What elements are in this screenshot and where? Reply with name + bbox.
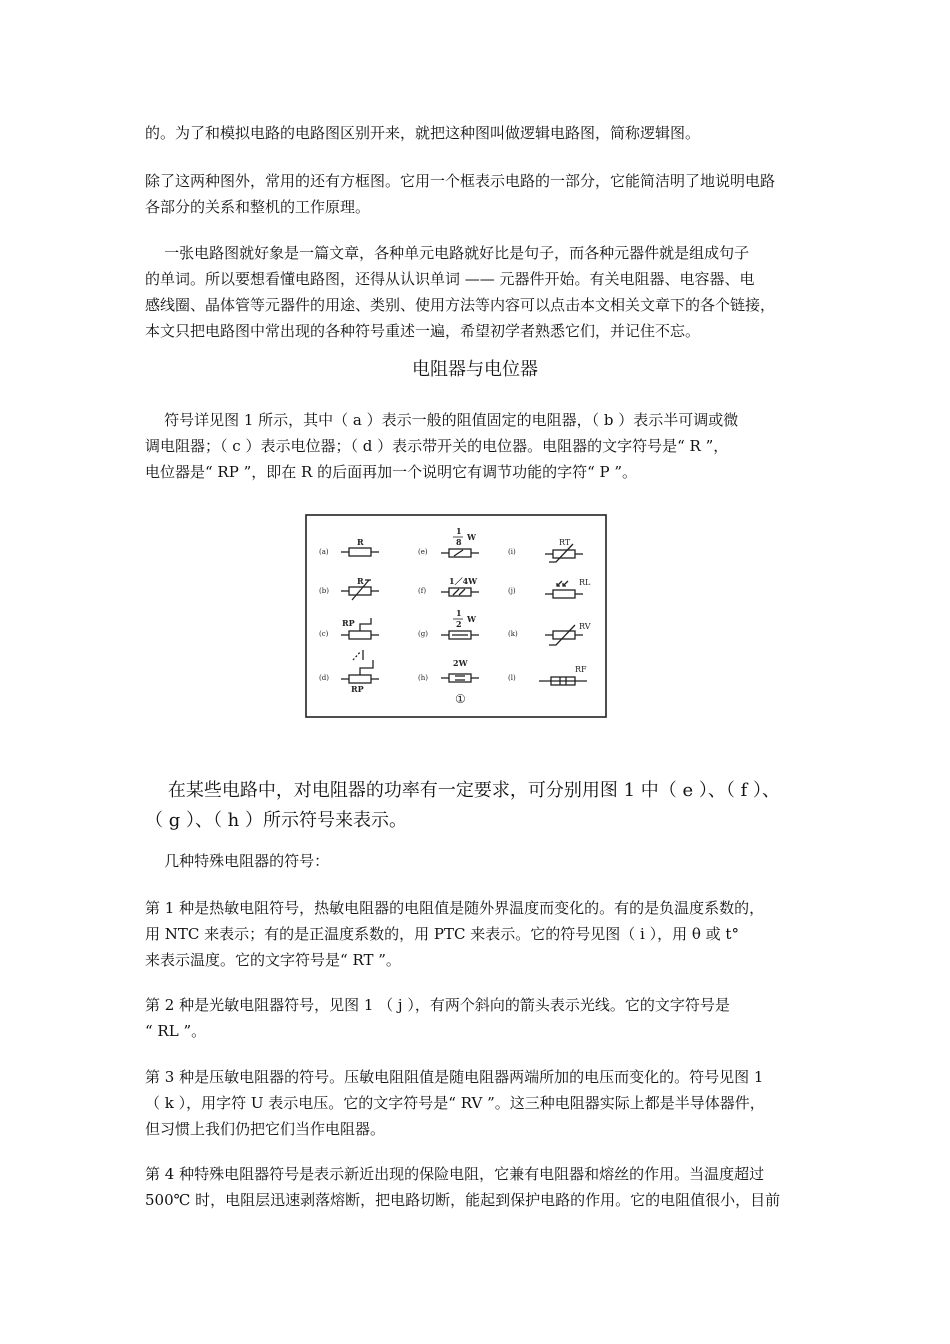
text-line: “ RL ”。: [145, 1022, 207, 1040]
label-i: RT: [559, 538, 571, 547]
text-line: 电位器是“ RP ”，即在 R 的后面再加一个说明它有调节功能的字符“ P ”。: [145, 463, 638, 481]
label-l: RF: [575, 665, 587, 674]
text-line: 500℃ 时，电阻层迅速剥落熔断，把电路切断，能起到保护电路的作用。它的电阻值很小，目前: [145, 1191, 781, 1209]
text-line: （ g ）、（ h ）所示符号来表示。: [145, 810, 408, 831]
section-heading: 电阻器与电位器: [412, 359, 538, 380]
text-line: 来表示温度。它的文字符号是“ RT ”。: [145, 951, 401, 969]
text-line: 的单词。所以要想看懂电路图，还得从认识单词 —— 元器件开始。有关电阻器、电容器、电: [145, 270, 755, 288]
tag-g: (g): [418, 630, 428, 638]
text-line: 第 1 种是热敏电阻符号，热敏电阻器的电阻值是随外界温度而变化的。有的是负温度系数的，: [145, 899, 765, 917]
figure-caption: ①: [455, 692, 466, 706]
text-line: （ k ），用字符 U 表示电压。它的文字符号是“ RV ”。这三种电阻器实际上都是半导体器件，: [145, 1094, 765, 1112]
paragraph-4: [145, 407, 810, 485]
text-line: 本文只把电路图中常出现的各种符号重述一遍，希望初学者熟悉它们，并记住不忘。: [145, 322, 701, 340]
label-j: RL: [579, 578, 591, 587]
text-line: 但习惯上我们仍把它们当作电阻器。: [145, 1120, 386, 1138]
text-line: 几种特殊电阻器的符号：: [145, 852, 330, 870]
paragraph-7: [145, 895, 810, 973]
label-a: R: [357, 537, 364, 547]
label-k: RV: [579, 622, 591, 631]
text-line: 第 2 种是光敏电阻器符号，见图 1 （ j ），有两个斜向的箭头表示光线。它的文字符号是: [145, 996, 730, 1014]
label-f: 1／4W: [449, 576, 478, 586]
tag-d: (d): [319, 674, 329, 682]
text-line: 的。为了和模拟电路的电路图区别开来，就把这种图叫做逻辑电路图，简称逻辑图。: [145, 124, 701, 142]
label-h: 2W: [453, 658, 468, 668]
label-e-den: 8: [456, 537, 462, 547]
label-g-den: 2: [456, 619, 462, 629]
text-line: 用 NTC 来表示；有的是正温度系数的，用 PTC 来表示。它的符号见图（ i ），用 θ 或 t°: [145, 925, 739, 943]
paragraph-2: [145, 168, 810, 220]
text-line: 第 3 种是压敏电阻器的符号。压敏电阻阻值是随电阻器两端所加的电压而变化的。符号见图 1: [145, 1068, 764, 1086]
label-g-num: 1: [456, 608, 462, 618]
text-line: 调电阻器；（ c ）表示电位器；（ d ）表示带开关的电位器。电阻器的文字符号是“ R ”，: [145, 437, 729, 455]
paragraph-8: [145, 992, 810, 1044]
text-line: 一张电路图就好象是一篇文章，各种单元电路就好比是句子，而各种元器件就是组成句子: [145, 244, 750, 262]
tag-f: (f): [418, 587, 427, 595]
tag-l: (l): [508, 674, 516, 682]
tag-i: (i): [508, 548, 516, 556]
paragraph-10: [145, 1161, 810, 1213]
tag-e: (e): [418, 548, 428, 556]
text-line: 在某些电路中，对电阻器的功率有一定要求，可分别用图 1 中（ e ）、（ f ）、: [145, 780, 780, 801]
tag-j: (j): [508, 587, 516, 595]
tag-a: (a): [319, 548, 329, 556]
text-line: 各部分的关系和整机的工作原理。: [145, 198, 371, 216]
text-line: 符号详见图 1 所示，其中（ a ）表示一般的阻值固定的电阻器，（ b ）表示半可调或微: [145, 411, 739, 429]
tag-c: (c): [319, 630, 329, 638]
paragraph-3: [145, 240, 810, 344]
label-g-unit: W: [467, 614, 476, 624]
paragraph-6: [145, 848, 810, 874]
text-line: 第 4 种特殊电阻器符号是表示新近出现的保险电阻，它兼有电阻器和熔丝的作用。当温度超过: [145, 1165, 765, 1183]
label-e-num: 1: [456, 526, 462, 536]
paragraph-1: [145, 120, 810, 146]
tag-k: (k): [508, 630, 518, 638]
tag-h: (h): [418, 674, 428, 682]
label-c: RP: [342, 618, 355, 628]
figure-svg: [305, 514, 607, 718]
resistor-symbols-figure: [305, 514, 607, 718]
paragraph-5: [145, 776, 810, 836]
tag-b: (b): [319, 587, 329, 595]
label-b: R: [357, 576, 364, 586]
text-line: 除了这两种图外，常用的还有方框图。它用一个框表示电路的一部分，它能简洁明了地说明电路: [145, 172, 776, 190]
label-d: RP: [351, 684, 364, 694]
paragraph-9: [145, 1064, 810, 1142]
text-line: 感线圈、晶体管等元器件的用途、类别、使用方法等内容可以点击本文相关文章下的各个链接，: [145, 296, 776, 314]
label-e-unit: W: [467, 532, 476, 542]
